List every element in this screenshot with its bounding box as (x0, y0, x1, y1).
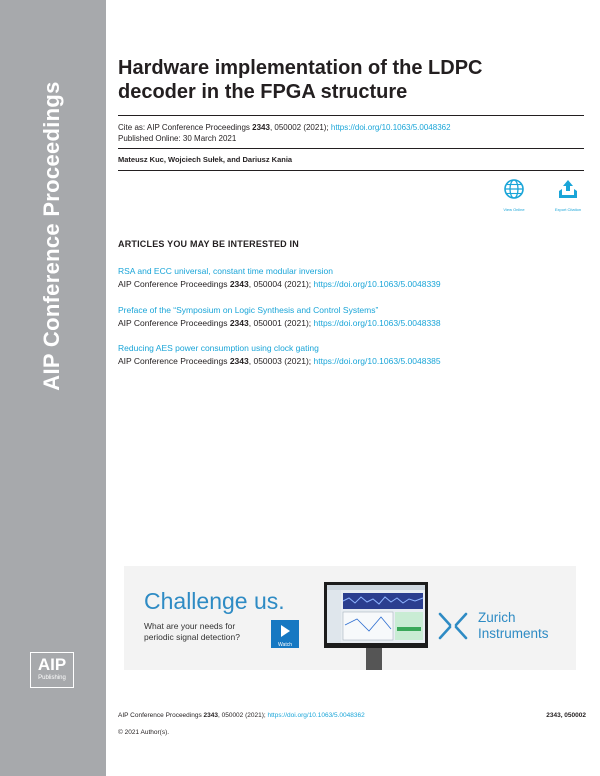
related-rest: , 050003 (2021); (248, 356, 314, 366)
monitor-image (324, 582, 428, 648)
ad-headline: Challenge us. (144, 588, 285, 614)
related-rest: , 050001 (2021); (248, 318, 314, 328)
brand-line1: Zurich (478, 610, 516, 625)
cite-volume: 2343 (252, 123, 270, 132)
related-article-title[interactable]: RSA and ECC universal, constant time modular inversion (118, 266, 333, 276)
footer-citation (118, 712, 365, 719)
export-icon (557, 178, 579, 200)
related-article-title[interactable]: Reducing AES power consumption using clock gating (118, 343, 319, 353)
footer-rest: , 050002 (2021); (217, 712, 268, 719)
logo-main-text: AIP (37, 655, 67, 674)
paper-title-line1: Hardware implementation of the LDPC (118, 57, 483, 79)
related-volume: 2343 (229, 279, 249, 289)
brand-line2: Instruments (478, 626, 549, 641)
related-journal: AIP Conference Proceedings (118, 356, 230, 366)
citation (118, 122, 451, 133)
play-icon (271, 620, 299, 640)
export-citation-button[interactable] (546, 178, 590, 212)
related-doi-link[interactable]: https://doi.org/10.1063/5.0048385 (313, 356, 441, 366)
footer-page-ref: 2343, 050002 (546, 712, 586, 719)
divider (118, 115, 584, 116)
authors: Mateusz Kuc, Wojciech Sułek, and Dariusz Kania (118, 155, 293, 164)
ad-subtext-line2: periodic signal detection? (144, 632, 240, 642)
footer-doi-link[interactable]: https://doi.org/10.1063/5.0048362 (267, 712, 365, 719)
related-volume: 2343 (229, 318, 249, 328)
paper-title-line2: decoder in the FPGA structure (118, 81, 408, 103)
related-journal: AIP Conference Proceedings (118, 318, 230, 328)
published-date: Published Online: 30 March 2021 (118, 134, 237, 143)
related-doi-link[interactable]: https://doi.org/10.1063/5.0048338 (313, 318, 441, 328)
related-journal: AIP Conference Proceedings (118, 279, 230, 289)
view-online-label: View Online (503, 207, 525, 212)
divider (118, 170, 584, 171)
related-article (118, 265, 441, 291)
signal-plot-image (327, 585, 425, 643)
globe-icon (503, 178, 525, 200)
ad-subtext-line1: What are your needs for (144, 621, 236, 631)
watch-button[interactable] (271, 620, 299, 648)
doi-link[interactable]: https://doi.org/10.1063/5.0048362 (330, 123, 451, 132)
related-article (118, 342, 441, 368)
zurich-instruments-logo-icon (438, 612, 468, 640)
related-volume: 2343 (229, 356, 249, 366)
related-articles-heading: ARTICLES YOU MAY BE INTERESTED IN (118, 239, 299, 249)
aip-publishing-logo[interactable] (30, 652, 74, 688)
divider (118, 148, 584, 149)
cite-rest: , 050002 (2021); (269, 123, 331, 132)
related-article (118, 304, 441, 330)
related-article-title[interactable]: Preface of the “Symposium on Logic Synthesis and Control Systems” (118, 305, 379, 315)
footer-volume: 2343 (203, 712, 218, 719)
cite-prefix: Cite as: AIP Conference Proceedings (118, 123, 253, 132)
paper-title (118, 56, 578, 104)
monitor-stand (366, 648, 382, 670)
copyright: © 2021 Author(s). (118, 729, 170, 736)
zurich-instruments-brand (478, 610, 549, 642)
monitor-screen (327, 585, 425, 643)
export-citation-label: Export Citation (554, 207, 582, 212)
view-online-button[interactable] (492, 178, 536, 212)
sidebar (0, 0, 106, 776)
footer-journal: AIP Conference Proceedings (118, 712, 204, 719)
logo-sub-text: Publishing (38, 675, 66, 681)
ad-subtext (144, 621, 240, 643)
advertisement-banner[interactable] (124, 566, 576, 670)
related-rest: , 050004 (2021); (248, 279, 314, 289)
journal-name-vertical: AIP Conference Proceedings (39, 81, 64, 391)
related-doi-link[interactable]: https://doi.org/10.1063/5.0048339 (313, 279, 441, 289)
watch-label: Watch (278, 642, 292, 648)
